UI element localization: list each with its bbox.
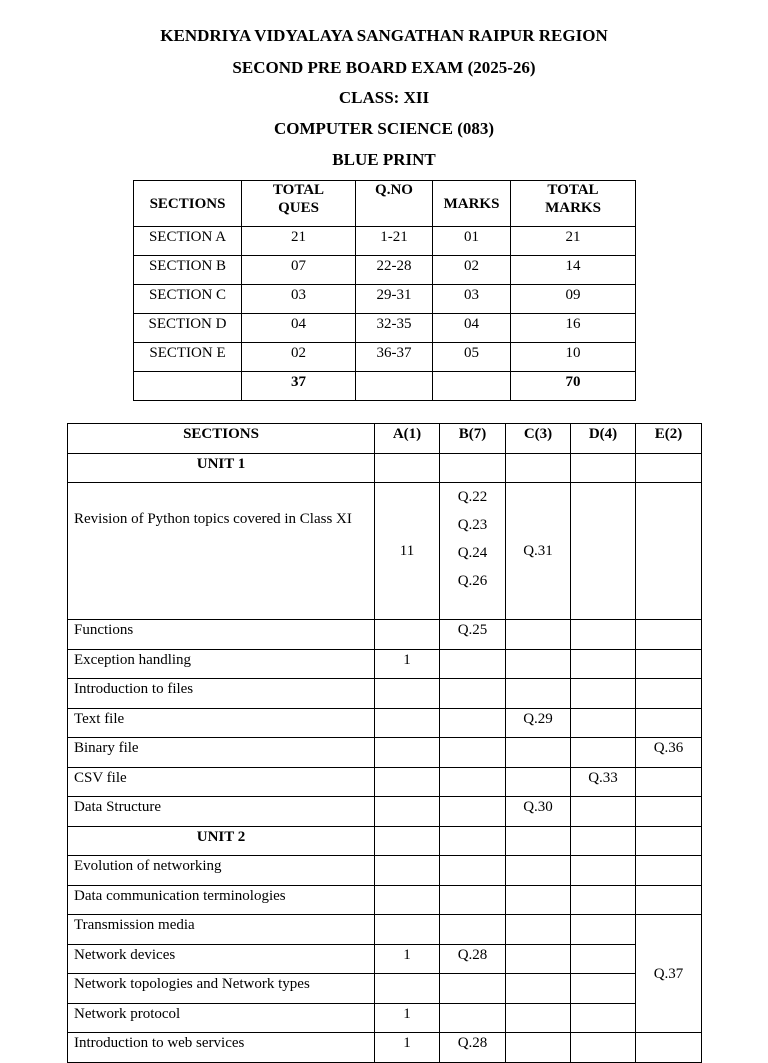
header-class: CLASS: XII [338,88,430,107]
cell-e-network: Q.37 [636,915,702,1033]
summary-row [134,314,636,343]
table-row [68,974,702,1004]
table-row [68,649,702,679]
summary-section: SECTION B [134,256,242,285]
summary-section: SECTION C [134,285,242,314]
summary-total-marks: 10 [511,343,636,372]
summary-section: SECTION A [134,227,242,256]
summary-section: SECTION D [134,314,242,343]
table-row [68,915,702,945]
cell-b: Q.28 [440,1033,506,1063]
dist-header-b: B(7) [440,424,506,454]
unit-2-label: UNIT 2 [68,826,375,856]
dist-header-c: C(3) [506,424,571,454]
cell-a: 1 [375,649,440,679]
table-row [68,679,702,709]
summary-marks: 04 [433,314,511,343]
summary-total-empty [433,372,511,401]
cell-e: Q.36 [636,738,702,768]
topic-protocol: Network protocol [68,1003,375,1033]
cell-b: Q.25 [440,620,506,650]
header-total-ques: TOTAL QUES [242,181,356,227]
summary-total-ques: 04 [242,314,356,343]
summary-qno: 36-37 [356,343,433,372]
summary-total-row [134,372,636,401]
topic-topologies: Network topologies and Network types [68,974,375,1004]
summary-section: SECTION E [134,343,242,372]
topic-transmission: Transmission media [68,915,375,945]
cell-c: Q.31 [506,483,571,620]
summary-marks: 05 [433,343,511,372]
cell-a: 11 [375,483,440,620]
summary-total-marks: 14 [511,256,636,285]
topic-exception: Exception handling [68,649,375,679]
header-total-marks: TOTAL MARKS [511,181,636,227]
cell-a: 1 [375,1003,440,1033]
cell-c: Q.30 [506,797,571,827]
summary-qno: 32-35 [356,314,433,343]
topic-web: Introduction to web services [68,1033,375,1063]
summary-marks: 03 [433,285,511,314]
topic-data-structure: Data Structure [68,797,375,827]
dist-header-d: D(4) [571,424,636,454]
summary-total-empty [134,372,242,401]
summary-marks: 02 [433,256,511,285]
table-row [68,944,702,974]
table-row [68,856,702,886]
summary-grand-total-ques: 37 [242,372,356,401]
table-row [68,767,702,797]
table-row [68,1033,702,1063]
topic-evolution: Evolution of networking [68,856,375,886]
dist-header-a: A(1) [375,424,440,454]
summary-total-ques: 02 [242,343,356,372]
dist-header-e: E(2) [636,424,702,454]
table-row [68,885,702,915]
summary-header-row [134,181,636,227]
header-blueprint: BLUE PRINT [332,150,436,169]
topic-binary-file: Binary file [68,738,375,768]
table-row [68,620,702,650]
header-sections: SECTIONS [134,181,242,227]
header-school: KENDRIYA VIDYALAYA SANGATHAN RAIPUR REGION [160,26,608,45]
header-exam: SECOND PRE BOARD EXAM (2025-26) [232,58,536,77]
header-marks: MARKS [433,181,511,227]
cell-a: 1 [375,1033,440,1063]
unit-1-label: UNIT 1 [68,453,375,483]
topic-revision: Revision of Python topics covered in Class XI [68,483,375,620]
summary-qno: 1-21 [356,227,433,256]
topic-intro-files: Introduction to files [68,679,375,709]
dist-header-sections: SECTIONS [68,424,375,454]
summary-grand-total-marks: 70 [511,372,636,401]
cell-a: 1 [375,944,440,974]
summary-row [134,227,636,256]
summary-total-empty [356,372,433,401]
header-subject: COMPUTER SCIENCE (083) [273,119,495,138]
table-row [68,1003,702,1033]
summary-total-ques: 03 [242,285,356,314]
distribution-table [67,423,702,1063]
topic-text-file: Text file [68,708,375,738]
summary-marks: 01 [433,227,511,256]
cell-b: Q.22 Q.23 Q.24 Q.26 [440,483,506,620]
summary-qno: 29-31 [356,285,433,314]
summary-total-marks: 16 [511,314,636,343]
header-qno: Q.NO [356,181,433,227]
summary-total-marks: 09 [511,285,636,314]
distribution-header-row [68,424,702,454]
table-row [68,483,702,620]
cell-c: Q.29 [506,708,571,738]
table-row [68,708,702,738]
cell-d: Q.33 [571,767,636,797]
summary-total-ques: 07 [242,256,356,285]
summary-total-marks: 21 [511,227,636,256]
summary-total-ques: 21 [242,227,356,256]
summary-row [134,285,636,314]
unit-row [68,453,702,483]
summary-row [134,256,636,285]
unit-row [68,826,702,856]
table-row [68,738,702,768]
topic-devices: Network devices [68,944,375,974]
summary-row [134,343,636,372]
cell-b: Q.28 [440,944,506,974]
topic-functions: Functions [68,620,375,650]
topic-csv-file: CSV file [68,767,375,797]
summary-table [133,180,636,401]
summary-qno: 22-28 [356,256,433,285]
topic-data-comm: Data communication terminologies [68,885,375,915]
table-row [68,797,702,827]
